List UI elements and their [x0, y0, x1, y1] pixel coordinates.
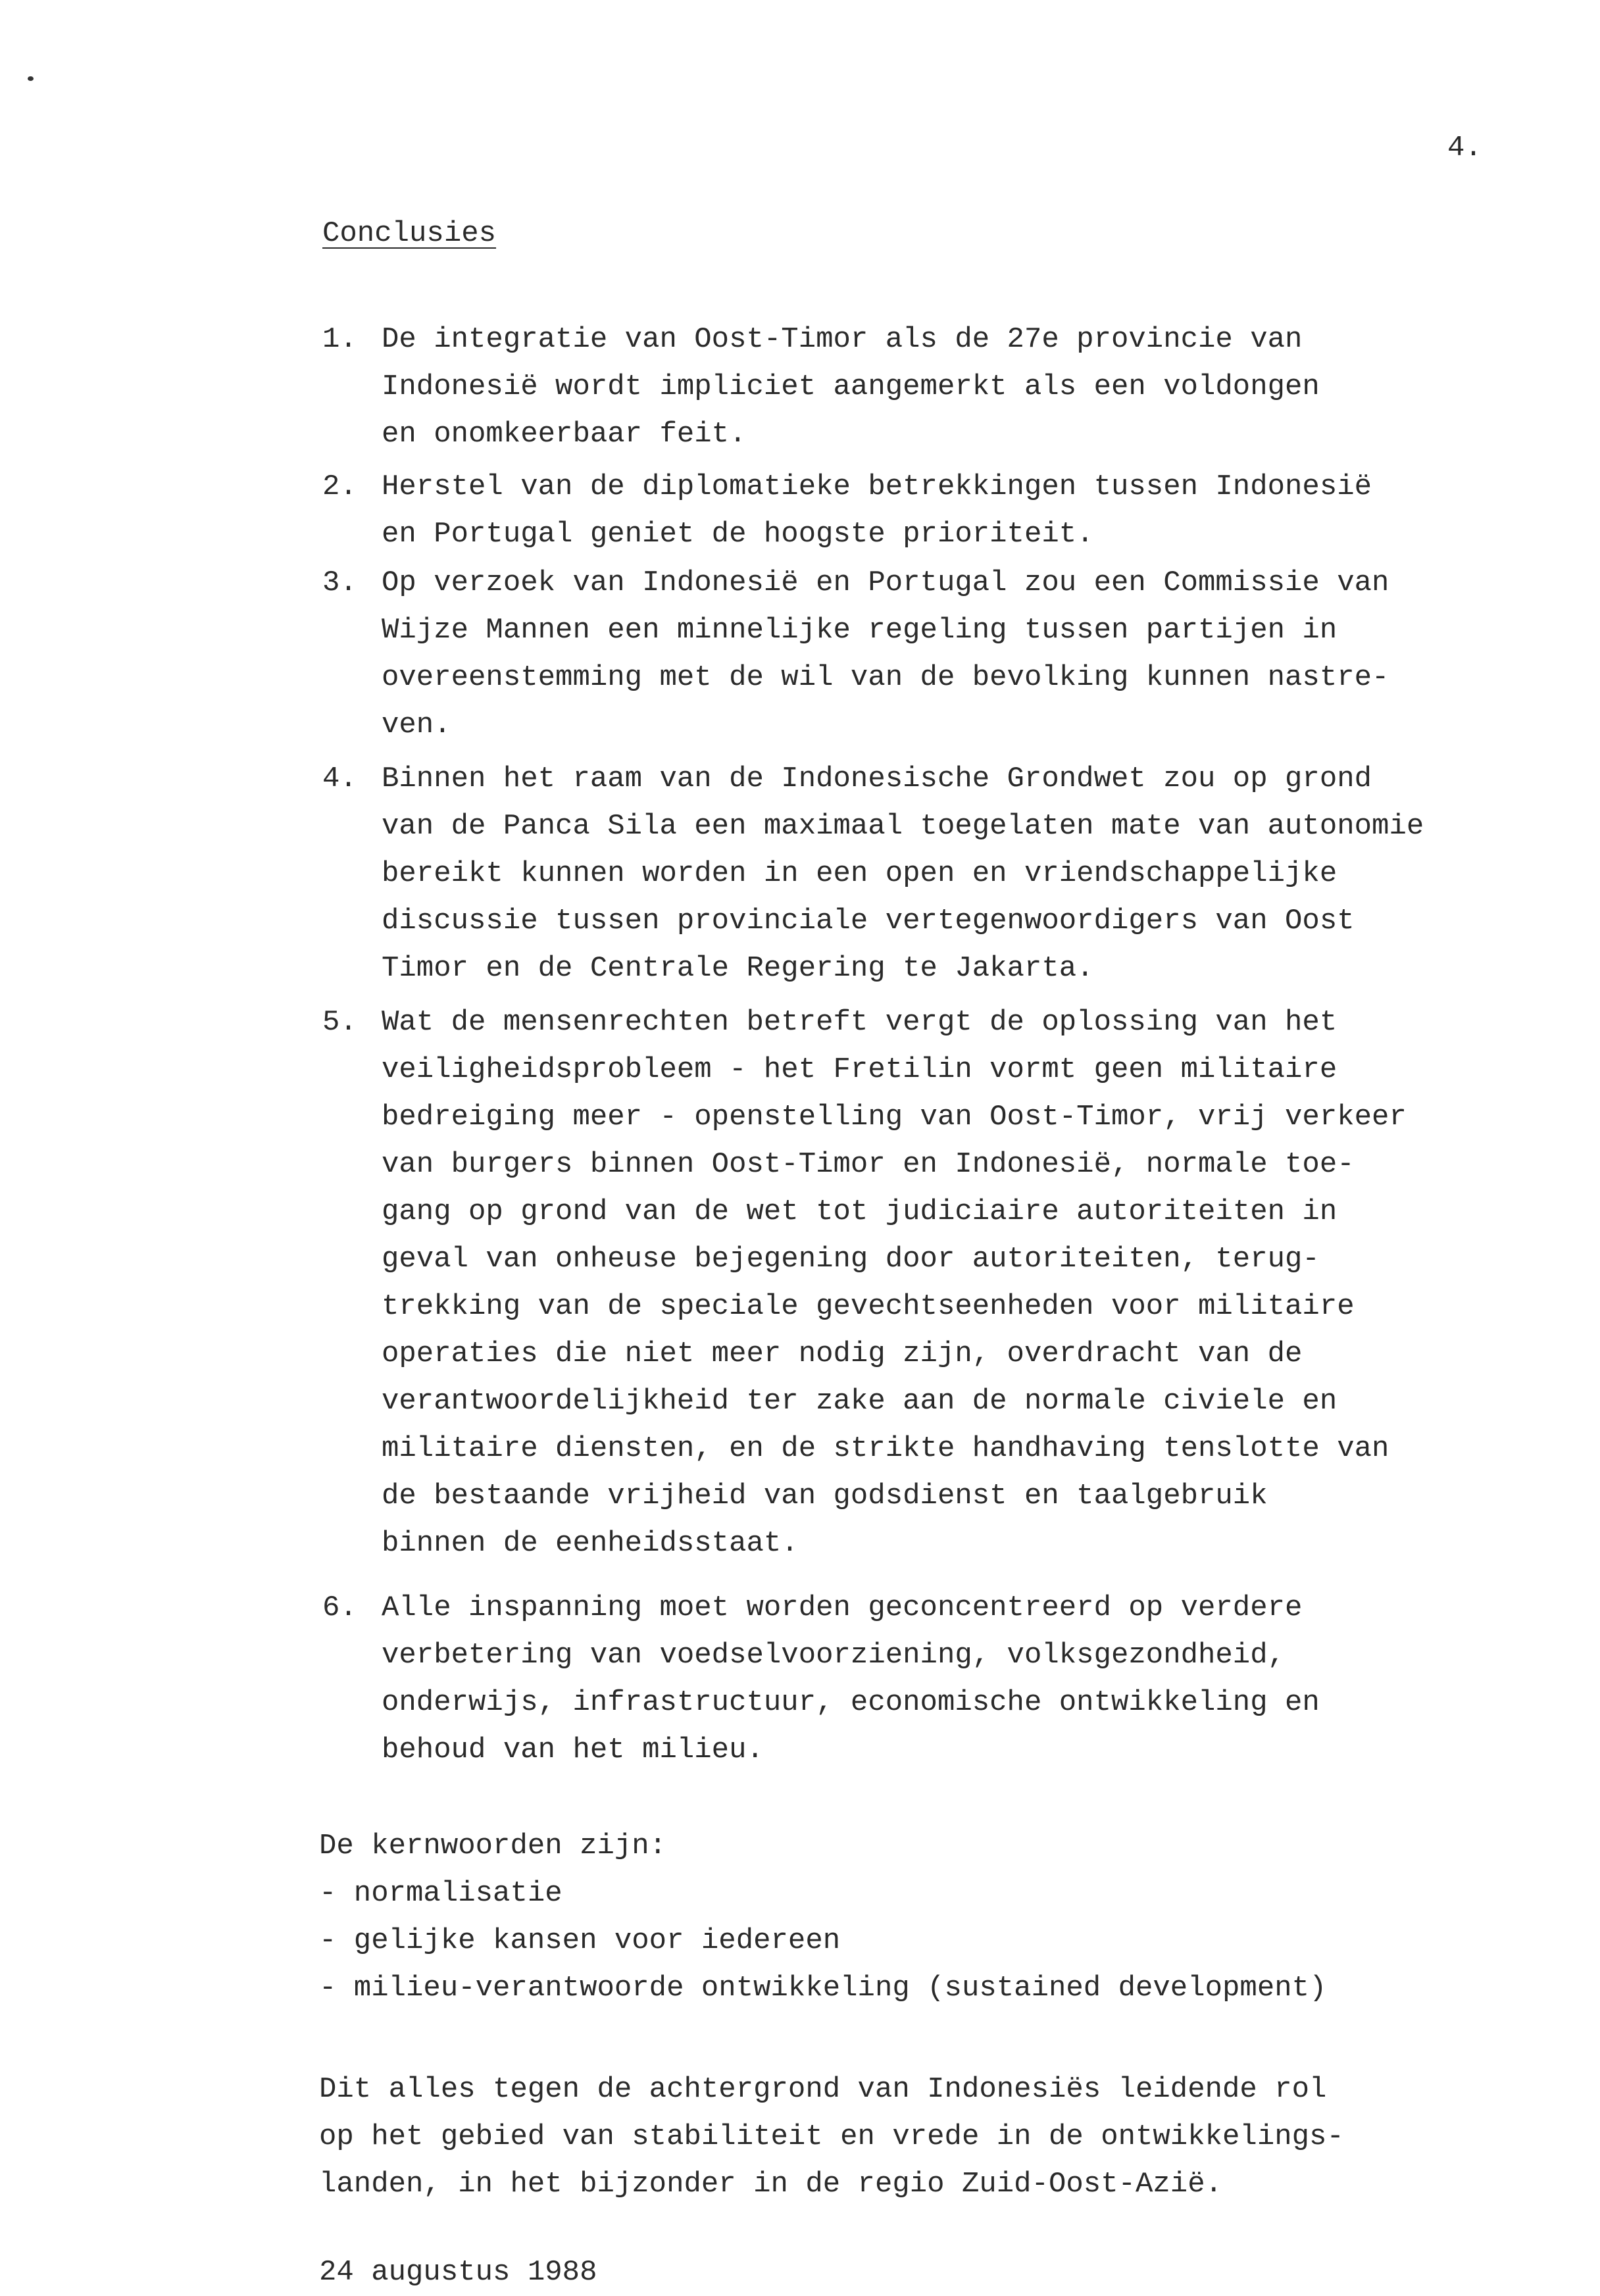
keywords-block: De kernwoorden zijn: - normalisatie - gelijke kansen voor iedereen - milieu-verantwoorde ontwikkeling (sustained development) [319, 1830, 1327, 2005]
closing-paragraph: Dit alles tegen de achtergrond van Indonesiës leidende rol op het gebied van stabiliteit en vrede in de ontwikkelings- landen, in het bijzonder in de regio Zuid-Oost-Azië. [319, 2073, 1344, 2201]
conclusion-number: 5. [322, 1006, 357, 1039]
conclusion-text: Binnen het raam van de Indonesische Grondwet zou op grond van de Panca Sila een maximaal toegelaten mate van autonomie bereikt kunnen worden in een open en vriendschappelijke discussie tussen provinciale vertegenwoordigers van Oost Timor en de Centrale Regering te Jakarta. [382, 762, 1424, 985]
section-heading: Conclusies [322, 217, 497, 250]
conclusion-number: 6. [322, 1591, 357, 1624]
conclusion-text: Wat de mensenrechten betreft vergt de oplossing van het veiligheidsprobleem - het Fretilin vormt geen militaire bedreiging meer - openstelling van Oost-Timor, vrij verkeer van burgers binnen Oost-Timor en Indonesië, normale toe- gang op grond van de wet tot judiciaire autoriteiten in geval van onheuse bejegening door autoriteiten, terug- trekking van de speciale gevechtseenheden voor militaire operaties die niet meer nodig zijn, overdracht van de verantwoordelijkheid ter zake aan de normale civiele en militaire diensten, en de strikte handhaving tenslotte van de bestaande vrijheid van godsdienst en taalgebruik binnen de eenheidsstaat. [382, 1006, 1407, 1560]
conclusion-number: 3. [322, 566, 357, 599]
conclusion-number: 1. [322, 323, 357, 356]
conclusion-number: 4. [322, 762, 357, 795]
scan-speck [28, 76, 34, 81]
document-date: 24 augustus 1988 [319, 2256, 597, 2289]
conclusion-text: Op verzoek van Indonesië en Portugal zou een Commissie van Wijze Mannen een minnelijke regeling tussen partijen in overeenstemming met de wil van de bevolking kunnen nastre- ven. [382, 566, 1389, 741]
page-number: 4. [1447, 132, 1482, 164]
conclusion-text: Alle inspanning moet worden geconcentreerd op verdere verbetering van voedselvoorziening, volksgezondheid, onderwijs, infrastructuur, economische ontwikkeling en behoud van het milieu. [382, 1591, 1320, 1766]
conclusion-number: 2. [322, 470, 357, 503]
conclusion-text: De integratie van Oost-Timor als de 27e provincie van Indonesië wordt impliciet aangemerkt als een voldongen en onomkeerbaar feit. [382, 323, 1320, 451]
conclusion-text: Herstel van de diplomatieke betrekkingen tussen Indonesië en Portugal geniet de hoogste prioriteit. [382, 470, 1372, 551]
